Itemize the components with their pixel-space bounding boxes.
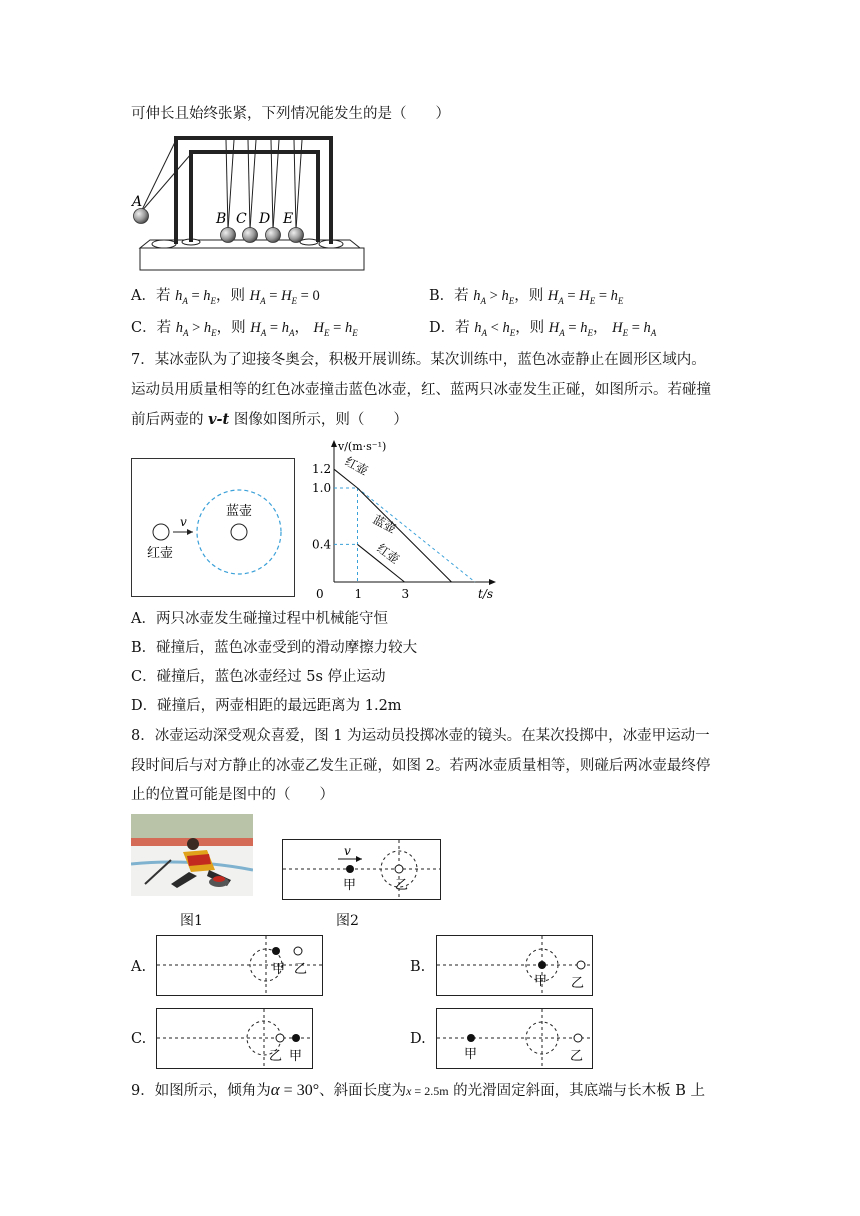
ball-b bbox=[221, 228, 236, 243]
label-e: E bbox=[283, 211, 294, 227]
y-tick-label: 0.4 bbox=[312, 537, 332, 552]
svg-text:甲: 甲 bbox=[289, 1049, 303, 1064]
q7-line-2: 运动员用质量相等的红色冰壶撞击蓝色冰壶，红、蓝两只冰壶发生正碰，如图所示。若碰撞 bbox=[131, 382, 711, 398]
label-b: B bbox=[216, 211, 227, 227]
ball-a bbox=[134, 209, 149, 224]
q9-line-1: 9．如图所示，倾角为α = 30°、斜面长度为x = 2.5m 的光滑固定斜面，其底端与长木板 B 上 bbox=[131, 1080, 706, 1099]
red-extension-dashed bbox=[358, 488, 476, 582]
svg-text:甲: 甲 bbox=[464, 1047, 478, 1062]
q7-option-c[interactable]: C．碰撞后，蓝色冰壶经过 5s 停止运动 bbox=[131, 669, 386, 685]
fig2-caption: 图2 bbox=[336, 913, 359, 929]
curve-label-red-after: 红壶 bbox=[374, 541, 402, 567]
red-stone-label: 红壶 bbox=[147, 546, 174, 561]
q8-option-a-figure[interactable] bbox=[156, 935, 324, 997]
label-a: A bbox=[132, 194, 143, 210]
y-axis-label: v/(m·s⁻¹) bbox=[338, 440, 387, 453]
svg-text:乙: 乙 bbox=[294, 962, 308, 977]
ball-c bbox=[243, 228, 258, 243]
ball-d bbox=[266, 228, 281, 243]
ball-e bbox=[289, 228, 304, 243]
blue-stone bbox=[231, 524, 247, 540]
q8-option-d-label[interactable]: D. bbox=[410, 1031, 426, 1047]
x-axis-label: t/s bbox=[478, 587, 494, 601]
y-tick-label: 1.0 bbox=[312, 481, 332, 495]
fig1-caption: 图1 bbox=[180, 913, 203, 929]
svg-text:甲: 甲 bbox=[534, 974, 548, 989]
svg-text:乙: 乙 bbox=[269, 1049, 283, 1064]
q6-option-a[interactable]: A．若 $h_A = h_E$，则 $H_A = H_E = 0$ bbox=[131, 288, 320, 306]
q8-option-b-label[interactable]: B. bbox=[410, 959, 426, 975]
series-line-1 bbox=[358, 488, 452, 582]
x-axis-arrow bbox=[489, 579, 496, 585]
q6-option-c[interactable]: C．若 $h_A > h_E$，则 $H_A = h_A$， $H_E = h_E$ bbox=[131, 320, 358, 338]
q7-line-3: 前后两壶的 v-t 图像如图所示，则（ ） bbox=[131, 411, 408, 428]
q8-option-a-label[interactable]: A. bbox=[131, 959, 147, 975]
curve-label-blue-after: 蓝壶 bbox=[370, 512, 399, 536]
x-tick-label: 3 bbox=[401, 587, 410, 601]
curve-label-red-before: 红壶 bbox=[342, 454, 371, 478]
stone-jia bbox=[346, 865, 354, 873]
q7-vt-chart bbox=[310, 436, 510, 602]
x-tick-label: 1 bbox=[354, 587, 363, 601]
y-tick-label: 1.2 bbox=[312, 462, 332, 477]
label-d: D bbox=[259, 211, 271, 227]
q6-stem-tail: 可伸长且始终张紧，下列情况能发生的是（ ） bbox=[131, 106, 450, 122]
svg-text:乙: 乙 bbox=[395, 878, 409, 893]
svg-text:乙: 乙 bbox=[570, 1049, 584, 1064]
newtons-cradle-figure bbox=[128, 130, 368, 278]
y-axis-arrow bbox=[331, 440, 337, 447]
q6-option-d[interactable]: D．若 $h_A < h_E$，则 $H_A = h_E$， $H_E = h_A$ bbox=[429, 320, 657, 338]
q7-line-1: 7．某冰壶队为了迎接冬奥会，积极开展训练。某次训练中，蓝色冰壶静止在圆形区域内。 bbox=[131, 352, 706, 368]
q8-line-3: 止的位置可能是图中的（ ） bbox=[131, 787, 334, 803]
blue-stone-label: 蓝壶 bbox=[226, 504, 253, 519]
x-tick-label: 0 bbox=[316, 587, 324, 601]
q7-option-a[interactable]: A．两只冰壶发生碰撞过程中机械能守恒 bbox=[131, 611, 388, 627]
curler-photo bbox=[131, 814, 253, 896]
red-stone bbox=[153, 524, 169, 540]
q8-option-c-figure[interactable] bbox=[156, 1008, 314, 1070]
q8-fig2 bbox=[282, 839, 442, 901]
q6-option-b[interactable]: B．若 $h_A > h_E$，则 $H_A = H_E = h_E$ bbox=[429, 288, 624, 306]
svg-text:v: v bbox=[344, 844, 351, 858]
label-c: C bbox=[236, 211, 247, 227]
stone-yi bbox=[395, 865, 403, 873]
q7-option-d[interactable]: D．碰撞后，两壶相距的最远距离为 1.2m bbox=[131, 698, 402, 714]
svg-text:甲: 甲 bbox=[343, 878, 357, 893]
q7-option-b[interactable]: B．碰撞后，蓝色冰壶受到的滑动摩擦力较大 bbox=[131, 640, 418, 656]
q7-curling-square-figure bbox=[131, 458, 296, 598]
q8-line-2: 段时间后与对方静止的冰壶乙发生正碰，如图 2。若两冰壶质量相等，则碰后两冰壶最终停 bbox=[131, 758, 711, 774]
svg-text:乙: 乙 bbox=[571, 976, 585, 991]
q8-line-1: 8．冰壶运动深受观众喜爱，图 1 为运动员投掷冰壶的镜头。在某次投掷中，冰壶甲运动一 bbox=[131, 728, 710, 744]
q8-option-b-figure[interactable] bbox=[436, 935, 594, 997]
q8-option-c-label[interactable]: C. bbox=[131, 1031, 147, 1047]
velocity-label: v bbox=[180, 515, 187, 529]
svg-text:甲: 甲 bbox=[272, 962, 286, 977]
q8-option-d-figure[interactable] bbox=[436, 1008, 594, 1070]
